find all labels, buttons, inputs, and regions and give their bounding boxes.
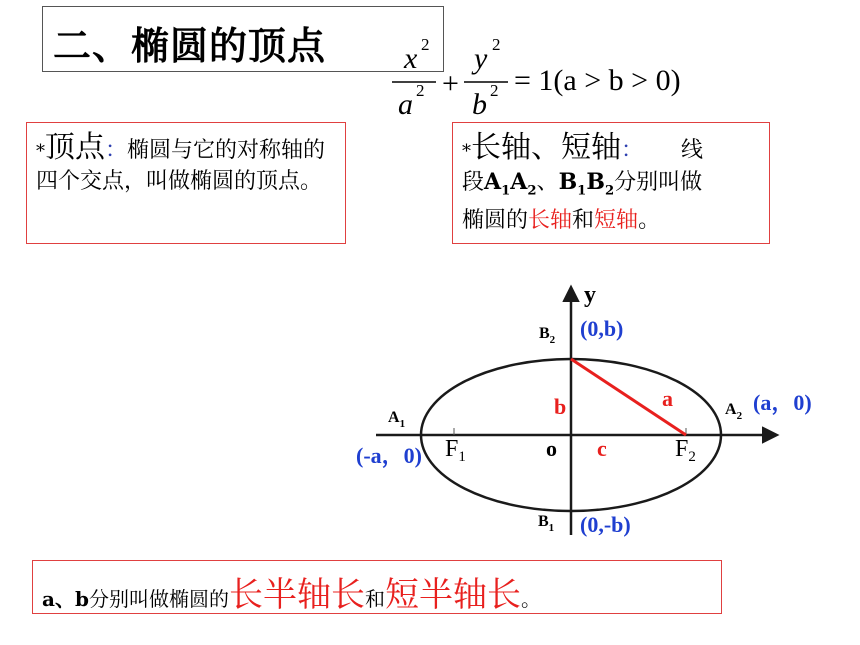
a1-coord: (-a，0)	[356, 443, 422, 468]
axis-mid-text: 分别叫做	[614, 170, 703, 195]
title-box	[42, 6, 444, 72]
c-length-label: c	[597, 436, 607, 461]
b2-coord: (0,b)	[580, 316, 624, 341]
b1-coord: (0,-b)	[580, 512, 631, 537]
axis-definition	[462, 130, 761, 236]
a1-label: $A_1$	[388, 409, 406, 430]
vertex-definition	[36, 130, 337, 197]
bottom-prefix: 分别叫做椭圆的	[88, 587, 229, 611]
f2-label: $F_2$	[675, 436, 696, 465]
semi-minor-term: 短半轴长	[384, 575, 521, 615]
bottom-and: 和	[364, 587, 385, 611]
eq-b-exp: 2	[490, 81, 499, 100]
axis-line-word: 线	[681, 138, 704, 163]
b2-label: $B_2$	[539, 325, 556, 346]
axis-tail: 椭圆的	[462, 208, 529, 234]
axis-seg-word: 段	[462, 170, 485, 195]
eq-a-exp: 2	[416, 81, 425, 100]
eq-b-denominator: b	[472, 88, 487, 121]
semi-axis-box	[32, 560, 722, 614]
minor-axis-term: 短轴	[594, 208, 639, 234]
semi-axis-statement	[42, 567, 541, 616]
eq-y-exp: 2	[492, 35, 501, 54]
b-length-label: b	[554, 394, 567, 419]
ellipse-diagram	[340, 280, 840, 550]
eq-a-denominator: a	[398, 88, 413, 121]
a2-label: $A_2$	[725, 401, 743, 422]
y-axis-label: y	[584, 282, 596, 308]
axis-colon: ：	[621, 138, 644, 163]
axis-definition-box	[452, 122, 770, 244]
axis-sep: 、	[536, 170, 559, 195]
axis-end: 。	[638, 208, 661, 234]
a2-coord: (a，0)	[753, 390, 812, 415]
b1-label: $B_1$	[538, 513, 555, 534]
bottom-ab: a、b	[42, 587, 89, 611]
vertex-text: 椭圆与它的对称轴的四个交点，叫做椭圆的顶点。	[36, 138, 326, 194]
eq-y-numerator: y	[474, 42, 488, 75]
eq-plus: +	[442, 67, 459, 100]
semi-major-term: 长半轴长	[228, 575, 365, 615]
vertex-term: 顶点	[45, 130, 105, 165]
major-axis-term: 长轴	[528, 208, 573, 234]
segment-a1a2: $A_1A_2$	[484, 169, 537, 199]
vertex-star: *	[36, 141, 45, 162]
ellipse-equation	[386, 30, 726, 126]
axis-and: 和	[572, 208, 595, 234]
page-title: 二、椭圆的顶点	[53, 24, 327, 68]
eq-rhs: = 1(a > b > 0)	[514, 64, 681, 97]
eq-x-numerator: x	[404, 42, 418, 75]
axis-star: *	[462, 141, 471, 162]
a-length-label: a	[662, 386, 673, 411]
segment-b1b2: $B_1B_2$	[558, 169, 615, 199]
vertex-colon: ：	[105, 138, 128, 163]
axis-term: 长轴、短轴	[471, 130, 621, 165]
eq-x-exp: 2	[421, 35, 430, 54]
origin-label: o	[546, 436, 557, 461]
bottom-end: 。	[520, 587, 541, 611]
f1-label: $F_1$	[445, 436, 466, 465]
vertex-definition-box	[26, 122, 346, 244]
